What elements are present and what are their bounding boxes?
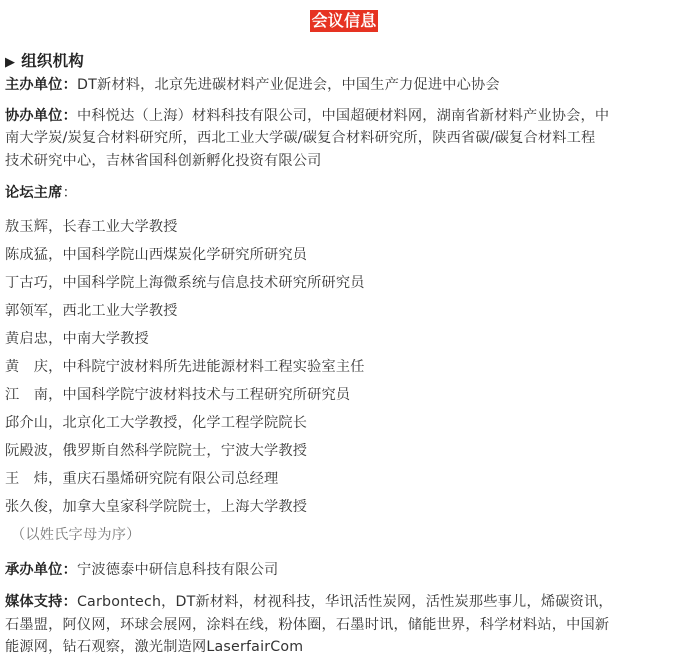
host-label: 主办单位: [5, 77, 63, 93]
chair-item: 阮殿波，俄罗斯自然科学院院士，宁波大学教授: [5, 442, 308, 459]
host-value: DT新材料，北京先进碳材料产业促进会，中国生产力促进中心协会: [76, 77, 500, 93]
organizer-value: 宁波德泰中研信息科技有限公司: [76, 561, 279, 578]
title-wrap: [5, 0, 683, 38]
co-host-line: 中科悦达（上海）材料科技有限公司，中国超硬材料网，湖南省新材料产业协会，中: [76, 107, 610, 124]
chair-item: 黄启忠，中南大学教授: [5, 330, 149, 347]
chairs-sep: ：: [62, 185, 77, 201]
chair-order-note: （以姓氏字母为序）: [11, 526, 141, 543]
section-heading-text: 组织机构: [21, 52, 85, 70]
co-host-line: 技术研究中心，吉林省国科创新孵化投资有限公司: [5, 152, 322, 169]
co-host-sep: ：: [62, 107, 77, 124]
media-paragraph: [5, 591, 683, 659]
chair-item: 陈成猛，中国科学院山西煤炭化学研究所研究员: [5, 246, 308, 263]
organizer-label: 承办单位: [5, 561, 63, 578]
co-host-paragraph: [5, 105, 683, 173]
co-host-line: 南大学炭/炭复合材料研究所，西北工业大学碳/碳复合材料研究所，陕西省碳/碳复合材料工程: [5, 130, 596, 146]
media-sep: ：: [62, 594, 77, 610]
media-line: 能源网，钻石观察，激光制造网LaserfairCom: [5, 639, 304, 655]
host-sep: ：: [62, 77, 77, 93]
host-paragraph: [5, 74, 683, 97]
chair-item: 敖玉辉，长春工业大学教授: [5, 218, 178, 235]
chairs-heading: [5, 182, 683, 205]
chair-item: 丁古巧，中国科学院上海微系统与信息技术研究所研究员: [5, 274, 365, 291]
organizer-paragraph: [5, 559, 683, 582]
chair-item: 郭领军，西北工业大学教授: [5, 302, 178, 319]
media-line: Carbontech，DT新材料，材视科技，华讯活性炭网，活性炭那些事儿，烯碳资讯，: [76, 594, 613, 610]
page-title: 会议信息: [311, 11, 377, 30]
chairs-label: 论坛主席: [5, 185, 63, 201]
chair-list: [5, 213, 683, 549]
media-line: 石墨盟，阿仪网，环球会展网，涂料在线，粉体圈，石墨时讯，储能世界，科学材料站，中国新: [5, 616, 610, 633]
chair-item: 黄 庆，中科院宁波材料所先进能源材料工程实验室主任: [5, 358, 365, 375]
chair-item: 江 南，中国科学院宁波材料技术与工程研究所研究员: [5, 386, 351, 403]
organizer-sep: ：: [62, 561, 77, 578]
chair-item: 王 炜，重庆石墨烯研究院有限公司总经理: [5, 470, 279, 487]
section-heading: [5, 50, 683, 74]
triangle-right-icon: ▶: [5, 55, 16, 70]
media-label: 媒体支持: [5, 594, 63, 610]
chair-item: 张久俊，加拿大皇家科学院院士，上海大学教授: [5, 498, 308, 515]
chair-item: 邱介山，北京化工大学教授，化学工程学院院长: [5, 414, 308, 431]
co-host-label: 协办单位: [5, 107, 63, 124]
